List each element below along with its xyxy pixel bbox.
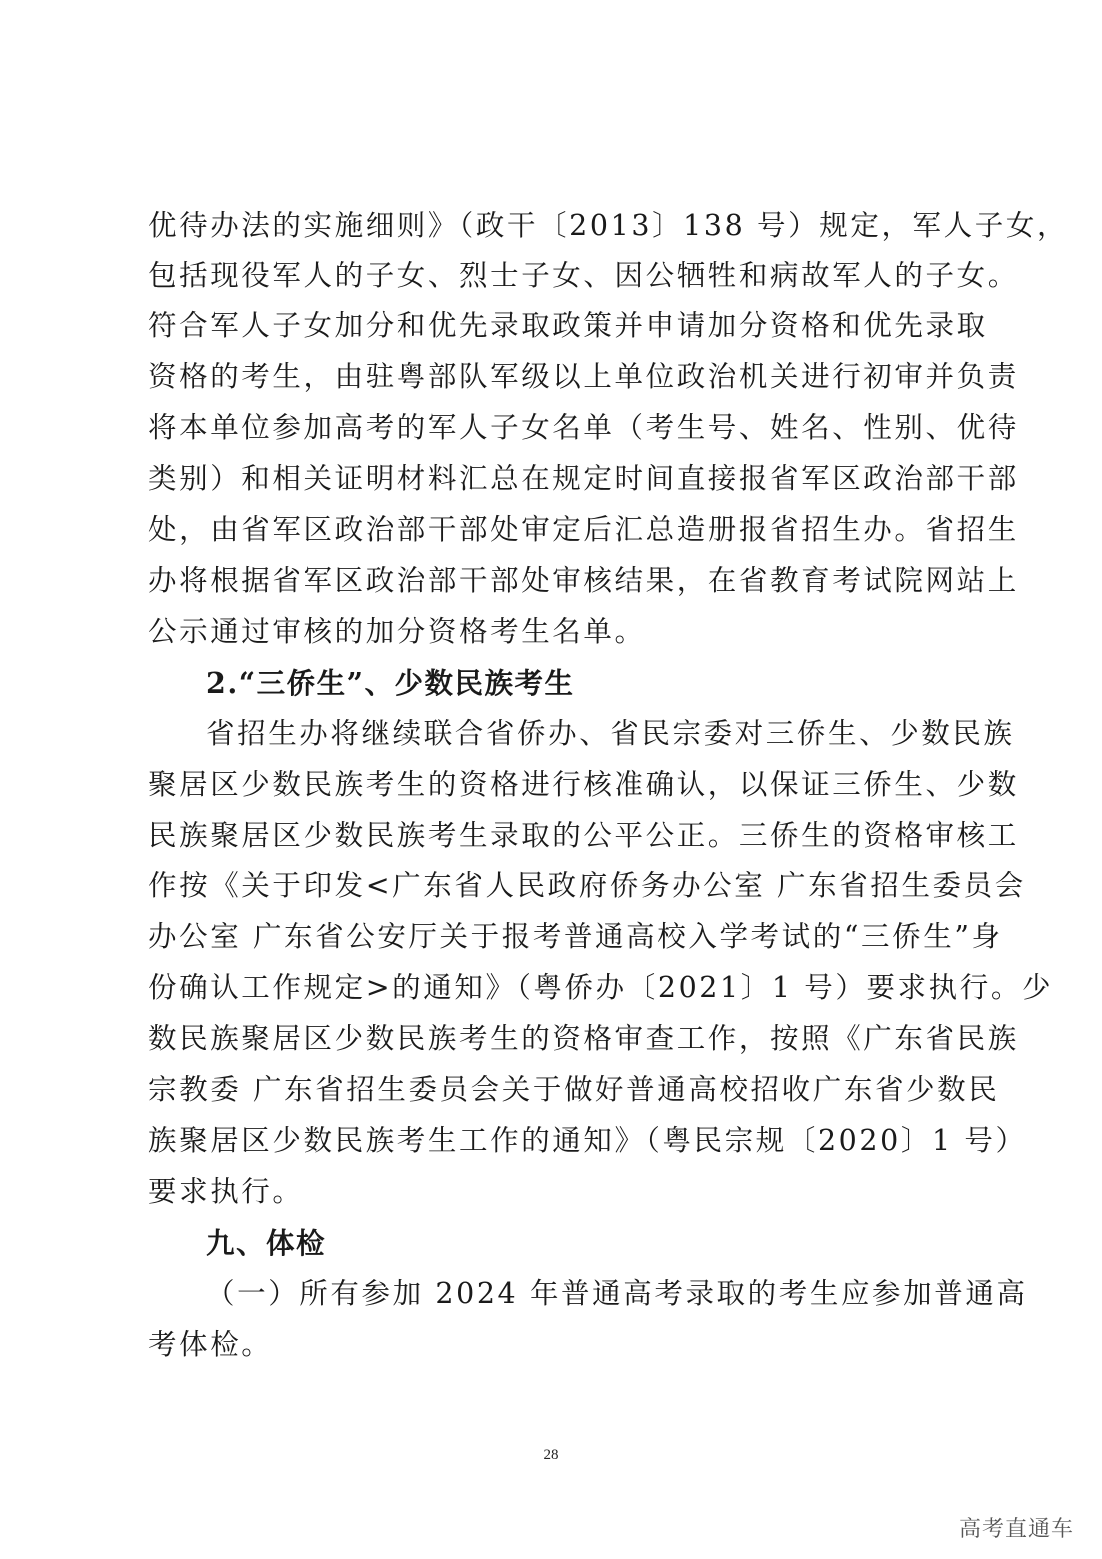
body-line: 处，由省军区政治部干部处审定后汇总造册报省招生办。省招生 — [148, 513, 1019, 546]
body-line: 资格的考生，由驻粤部队军级以上单位政治机关进行初审并负责 — [148, 360, 1019, 393]
body-line: 聚居区少数民族考生的资格进行核准确认，以保证三侨生、少数 — [148, 768, 1019, 801]
body-line: 要求执行。 — [148, 1175, 304, 1208]
section-heading: 2.“三侨生”、少数民族考生 — [206, 666, 575, 700]
body-line: 宗教委 广东省招生委员会关于做好普通高校招收广东省少数民 — [148, 1073, 1000, 1106]
section-heading: 九、体检 — [206, 1226, 327, 1260]
body-line: 办将根据省军区政治部干部处审核结果，在省教育考试院网站上 — [148, 564, 1019, 597]
body-line: （一）所有参加 2024 年普通高考录取的考生应参加普通高 — [206, 1277, 1028, 1310]
page-number: 28 — [543, 1447, 559, 1463]
body-line: 作按《关于印发<广东省人民政府侨务办公室 广东省招生委员会 — [148, 869, 1026, 902]
body-line: 优待办法的实施细则》（政干〔2013〕138 号）规定，军人子女， — [148, 209, 1069, 242]
body-line: 类别）和相关证明材料汇总在规定时间直接报省军区政治部干部 — [148, 462, 1019, 495]
watermark-logo-text: 高考直通车 — [958, 1517, 1074, 1542]
body-line: 省招生办将继续联合省侨办、省民宗委对三侨生、少数民族 — [206, 717, 1015, 750]
body-line: 公示通过审核的加分资格考生名单。 — [148, 615, 646, 648]
body-line: 民族聚居区少数民族考生录取的公平公正。三侨生的资格审核工 — [148, 819, 1019, 852]
body-line: 份确认工作规定>的通知》（粤侨办〔2021〕1 号）要求执行。少 — [148, 971, 1054, 1004]
body-line: 数民族聚居区少数民族考生的资格审查工作，按照《广东省民族 — [148, 1022, 1019, 1055]
body-line: 族聚居区少数民族考生工作的通知》（粤民宗规〔2020〕1 号） — [148, 1124, 1027, 1157]
body-line: 将本单位参加高考的军人子女名单（考生号、姓名、性别、优待 — [148, 411, 1019, 444]
body-line: 办公室 广东省公安厅关于报考普通高校入学考试的“三侨生”身 — [148, 920, 1003, 953]
body-line: 包括现役军人的子女、烈士子女、因公牺牲和病故军人的子女。 — [148, 259, 1019, 292]
body-line: 考体检。 — [148, 1328, 273, 1361]
body-line: 符合军人子女加分和优先录取政策并申请加分资格和优先录取 — [148, 309, 988, 342]
